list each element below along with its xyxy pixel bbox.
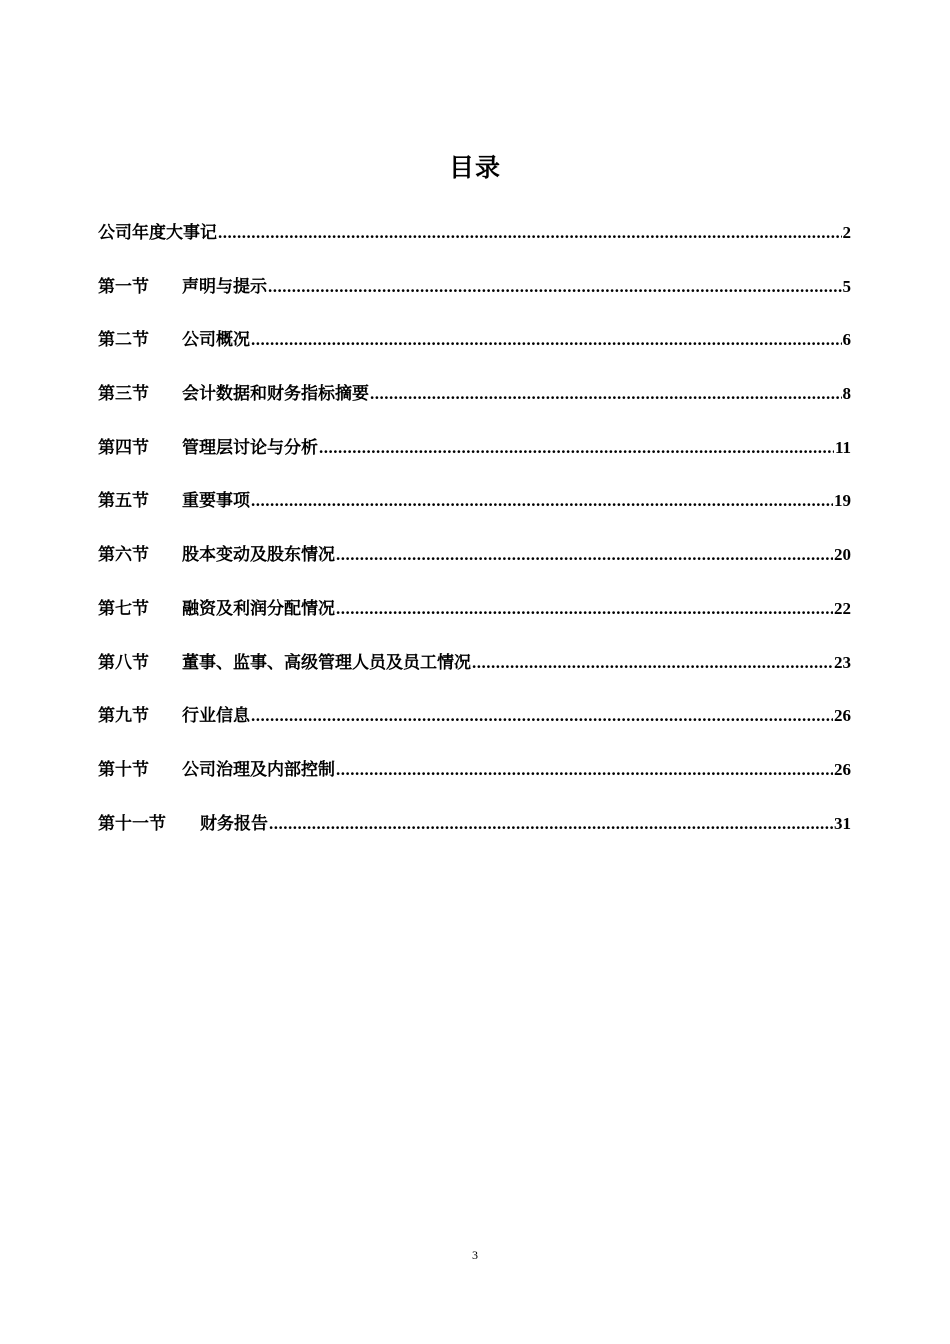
toc-entry-page: 23	[834, 652, 851, 672]
toc-entry-section-5[interactable]	[98, 486, 851, 540]
toc-entry-annual-events[interactable]	[98, 218, 851, 272]
toc-entry-page: 20	[834, 545, 851, 565]
toc-entry-section-4[interactable]	[98, 433, 851, 487]
toc-entry-section-2[interactable]	[98, 325, 851, 379]
toc-entry-section: 第九节	[98, 706, 149, 727]
toc-entry-label: 行业信息	[182, 706, 250, 727]
toc-entry-section-3[interactable]	[98, 379, 851, 433]
toc-entry-section-11[interactable]	[98, 809, 851, 863]
toc-entry-section: 第十一节	[98, 813, 166, 834]
toc-entry-section-1[interactable]	[98, 272, 851, 326]
toc-entry-page: 5	[842, 276, 851, 296]
toc-entry-section-7[interactable]	[98, 594, 851, 648]
toc-entry-page: 22	[834, 598, 851, 618]
toc-entry-page: 31	[834, 813, 851, 833]
toc-entry-label: 融资及利润分配情况	[182, 598, 335, 619]
toc-dot-leader	[336, 760, 833, 780]
toc-dot-leader	[268, 277, 842, 297]
page-number: 3	[472, 1248, 478, 1262]
toc-title: 目录	[448, 153, 501, 182]
toc-entry-page: 26	[834, 759, 851, 779]
table-of-contents	[98, 218, 851, 862]
toc-entry-label: 财务报告	[200, 813, 268, 834]
toc-entry-section: 第六节	[98, 545, 149, 566]
toc-entry-section: 第一节	[98, 276, 149, 297]
toc-entry-label: 公司概况	[182, 330, 250, 351]
toc-dot-leader	[319, 438, 834, 458]
toc-entry-label: 管理层讨论与分析	[182, 437, 318, 458]
toc-entry-section: 第七节	[98, 598, 149, 619]
toc-dot-leader	[251, 491, 833, 511]
toc-entry-section-9[interactable]	[98, 701, 851, 755]
toc-entry-page: 2	[842, 223, 851, 242]
toc-entry-section: 第四节	[98, 437, 149, 458]
toc-dot-leader	[218, 223, 842, 243]
toc-entry-section: 第八节	[98, 652, 149, 673]
toc-entry-page: 6	[842, 330, 851, 350]
toc-entry-label: 声明与提示	[182, 276, 267, 297]
toc-dot-leader	[251, 706, 833, 726]
toc-entry-page: 19	[834, 491, 851, 511]
toc-entry-section: 第十节	[98, 759, 149, 780]
toc-entry-label: 股本变动及股东情况	[182, 545, 335, 566]
toc-entry-page: 11	[834, 437, 851, 457]
toc-dot-leader	[336, 599, 833, 619]
toc-dot-leader	[269, 814, 833, 834]
toc-dot-leader	[370, 384, 842, 404]
toc-entry-label: 重要事项	[182, 491, 250, 512]
toc-dot-leader	[472, 653, 833, 673]
toc-entry-label: 公司年度大事记	[98, 223, 217, 243]
toc-entry-label: 董事、监事、高级管理人员及员工情况	[182, 652, 471, 673]
toc-dot-leader	[336, 545, 833, 565]
toc-entry-label: 会计数据和财务指标摘要	[182, 384, 369, 405]
toc-entry-section: 第五节	[98, 491, 149, 512]
toc-entry-section: 第二节	[98, 330, 149, 351]
toc-entry-section-8[interactable]	[98, 648, 851, 702]
toc-entry-section: 第三节	[98, 384, 149, 405]
toc-dot-leader	[251, 330, 842, 350]
toc-entry-section-10[interactable]	[98, 755, 851, 809]
toc-entry-page: 26	[834, 706, 851, 726]
toc-entry-page: 8	[842, 384, 851, 404]
toc-entry-section-6[interactable]	[98, 540, 851, 594]
toc-entry-label: 公司治理及内部控制	[182, 759, 335, 780]
